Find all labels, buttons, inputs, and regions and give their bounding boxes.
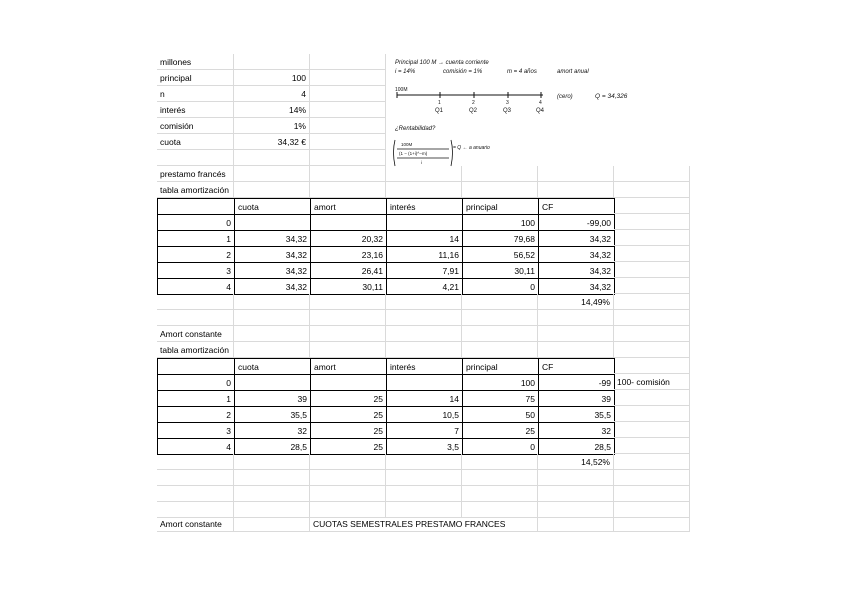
cell-empty[interactable] — [538, 342, 614, 358]
cell-empty[interactable] — [310, 102, 386, 118]
principal-cell[interactable]: 56,52 — [463, 247, 539, 263]
cf-cell[interactable]: -99,00 — [539, 215, 615, 231]
amort-cell[interactable]: 25 — [311, 391, 387, 407]
cell-empty[interactable] — [462, 310, 538, 326]
cell-empty[interactable] — [310, 326, 386, 342]
cuota-cell[interactable]: 34,32 — [235, 231, 311, 247]
interes-cell[interactable]: 7,91 — [387, 263, 463, 279]
cf-cell[interactable]: 39 — [539, 391, 615, 407]
cell-empty[interactable] — [234, 150, 310, 166]
comision-note-cell[interactable]: 100- comisión — [614, 374, 690, 390]
constant-subtitle[interactable]: tabla amortización — [157, 342, 234, 358]
cell-empty[interactable] — [538, 182, 614, 198]
cell-empty[interactable] — [386, 486, 462, 502]
amort-cell[interactable] — [311, 375, 387, 391]
cell-empty[interactable] — [386, 470, 462, 486]
formula-denominator: (1 − (1+i)^−m) — [399, 151, 428, 156]
interes-cell[interactable]: 14 — [387, 391, 463, 407]
cell-empty[interactable] — [614, 454, 690, 470]
note-question: ¿Rentabilidad? — [395, 126, 436, 132]
param-label-cuota[interactable]: cuota — [157, 134, 234, 150]
timeline-q-label: Q4 — [536, 108, 545, 114]
period-cell[interactable]: 2 — [158, 247, 235, 263]
column-header[interactable]: cuota — [235, 199, 311, 215]
note-line1: Principal 100 M → cuenta corriente — [395, 60, 489, 66]
cell-empty[interactable] — [234, 486, 310, 502]
param-value-n[interactable]: 4 — [234, 86, 310, 102]
cell-empty[interactable] — [538, 516, 614, 532]
cuota-cell[interactable]: 28,5 — [235, 439, 311, 455]
period-cell[interactable]: 3 — [158, 423, 235, 439]
amort-cell[interactable]: 25 — [311, 407, 387, 423]
timeline-tick-label: 4 — [539, 100, 542, 106]
cell-empty[interactable] — [462, 486, 538, 502]
timeline-q-label: Q3 — [503, 108, 512, 114]
french-subtitle[interactable]: tabla amortización — [157, 182, 234, 198]
cell-empty[interactable] — [614, 406, 690, 422]
column-header[interactable]: interés — [387, 359, 463, 375]
cell-empty[interactable] — [614, 278, 690, 294]
column-header[interactable]: cuota — [235, 359, 311, 375]
cell-empty[interactable] — [614, 182, 690, 198]
cell-empty[interactable] — [538, 470, 614, 486]
cell-empty[interactable] — [234, 54, 310, 70]
amort-cell[interactable]: 25 — [311, 423, 387, 439]
cell-empty[interactable] — [614, 390, 690, 406]
interes-cell[interactable]: 10,5 — [387, 407, 463, 423]
cell-empty[interactable] — [614, 422, 690, 438]
param-value-interes[interactable]: 14% — [234, 102, 310, 118]
cell-empty[interactable] — [614, 516, 690, 532]
cell-empty[interactable] — [614, 262, 690, 278]
period-cell[interactable]: 0 — [158, 375, 235, 391]
cf-cell[interactable]: 34,32 — [539, 263, 615, 279]
note-amort: amort anual — [557, 69, 589, 75]
cell-empty[interactable] — [234, 516, 310, 532]
param-value-cuota[interactable]: 34,32 € — [234, 134, 310, 150]
french-amortization-table — [157, 198, 615, 295]
cuota-cell[interactable]: 34,32 — [235, 247, 311, 263]
cell-empty[interactable] — [234, 454, 310, 470]
cuota-cell[interactable]: 32 — [235, 423, 311, 439]
french-irr-cell[interactable]: 14,49% — [538, 294, 614, 310]
principal-cell[interactable]: 50 — [463, 407, 539, 423]
period-cell[interactable]: 3 — [158, 263, 235, 279]
cell-empty[interactable] — [234, 470, 310, 486]
cell-empty[interactable] — [310, 470, 386, 486]
cell-empty[interactable] — [234, 342, 310, 358]
principal-cell[interactable]: 30,11 — [463, 263, 539, 279]
amort-cell[interactable]: 20,32 — [311, 231, 387, 247]
param-label-interes[interactable]: interés — [157, 102, 234, 118]
timeline-tick-label: 1 — [438, 100, 441, 106]
param-value-principal[interactable]: 100 — [234, 70, 310, 86]
principal-cell[interactable]: 100 — [463, 215, 539, 231]
interes-cell[interactable]: 4,21 — [387, 279, 463, 295]
cell-empty[interactable] — [157, 470, 234, 486]
column-header[interactable]: amort — [311, 359, 387, 375]
cell-empty[interactable] — [310, 166, 386, 182]
formula-right-paren — [451, 140, 453, 166]
cell-empty[interactable] — [614, 438, 690, 454]
cell-empty[interactable] — [310, 134, 386, 150]
column-header[interactable]: interés — [387, 199, 463, 215]
cell-empty[interactable] — [310, 454, 386, 470]
principal-cell[interactable]: 79,68 — [463, 231, 539, 247]
formula-numerator: 100M — [401, 142, 413, 147]
principal-cell[interactable]: 100 — [463, 375, 539, 391]
cuota-cell[interactable]: 34,32 — [235, 279, 311, 295]
amort-cell[interactable]: 25 — [311, 439, 387, 455]
timeline-tick-label: 3 — [506, 100, 509, 106]
period-cell[interactable]: 1 — [158, 391, 235, 407]
principal-cell[interactable]: 25 — [463, 423, 539, 439]
cell-empty[interactable] — [538, 310, 614, 326]
cuota-cell[interactable]: 39 — [235, 391, 311, 407]
cell-empty[interactable] — [538, 326, 614, 342]
cf-cell[interactable]: 35,5 — [539, 407, 615, 423]
cell-empty[interactable] — [157, 486, 234, 502]
table-corner[interactable] — [158, 359, 235, 375]
interes-cell[interactable] — [387, 375, 463, 391]
interes-cell[interactable] — [387, 215, 463, 231]
formula-result: = Q ← a anuario — [453, 145, 490, 151]
principal-cell[interactable]: 0 — [463, 279, 539, 295]
param-value-comision[interactable]: 1% — [234, 118, 310, 134]
cell-empty[interactable] — [310, 70, 386, 86]
formula-left-paren — [394, 140, 396, 166]
param-label-n[interactable]: n — [157, 86, 234, 102]
cell-empty[interactable] — [462, 326, 538, 342]
cell-empty[interactable] — [462, 342, 538, 358]
cf-cell[interactable]: 34,32 — [539, 247, 615, 263]
cuota-cell[interactable]: 35,5 — [235, 407, 311, 423]
cell-empty[interactable] — [310, 342, 386, 358]
cell-empty[interactable] — [386, 182, 462, 198]
note-years: m = 4 años — [507, 69, 537, 75]
cell-empty[interactable] — [310, 150, 386, 166]
cuota-cell[interactable] — [235, 215, 311, 231]
constant-irr-cell[interactable]: 14,52% — [538, 454, 614, 470]
handwritten-notes-image — [391, 54, 691, 169]
timeline-start-label: 100M — [395, 87, 408, 93]
french-title[interactable]: prestamo francés — [157, 166, 234, 182]
cell-empty[interactable] — [310, 486, 386, 502]
constant-amortization-table — [157, 358, 615, 455]
cell-empty[interactable] — [614, 470, 690, 486]
amort-cell[interactable] — [311, 215, 387, 231]
cell-empty[interactable] — [157, 454, 234, 470]
cell-empty[interactable] — [462, 294, 538, 310]
interes-cell[interactable]: 3,5 — [387, 439, 463, 455]
cf-cell[interactable]: 32 — [539, 423, 615, 439]
cf-cell[interactable]: 34,32 — [539, 279, 615, 295]
cell-empty[interactable] — [614, 214, 690, 230]
cell-empty[interactable] — [614, 486, 690, 502]
interes-cell[interactable]: 14 — [387, 231, 463, 247]
amort-cell[interactable]: 23,16 — [311, 247, 387, 263]
cell-empty[interactable] — [157, 150, 234, 166]
cell-empty[interactable] — [614, 246, 690, 262]
cell-empty[interactable] — [386, 342, 462, 358]
cell-empty[interactable] — [462, 182, 538, 198]
column-header[interactable]: principal — [463, 199, 539, 215]
cell-empty[interactable] — [462, 470, 538, 486]
cell-empty[interactable] — [614, 342, 690, 358]
cell-empty[interactable] — [462, 454, 538, 470]
cell-empty[interactable] — [310, 294, 386, 310]
note-q-value: Q = 34,326 — [595, 93, 628, 100]
column-header[interactable]: CF — [539, 359, 615, 375]
cell-empty[interactable] — [614, 294, 690, 310]
principal-cell[interactable]: 75 — [463, 391, 539, 407]
interes-cell[interactable]: 11,16 — [387, 247, 463, 263]
cell-empty[interactable] — [310, 86, 386, 102]
timeline-q-label: Q1 — [435, 108, 444, 114]
timeline-tick-label: 2 — [472, 100, 475, 106]
period-cell[interactable]: 1 — [158, 231, 235, 247]
period-cell[interactable]: 2 — [158, 407, 235, 423]
cell-empty[interactable] — [614, 358, 690, 374]
constant-title[interactable]: Amort constante — [157, 326, 234, 342]
param-label-comision[interactable]: comisión — [157, 118, 234, 134]
note-commission: comisión = 1% — [443, 69, 483, 75]
amort-cell[interactable]: 30,11 — [311, 279, 387, 295]
cell-empty[interactable] — [310, 182, 386, 198]
cell-empty[interactable] — [614, 310, 690, 326]
cf-cell[interactable]: -99 — [539, 375, 615, 391]
cell-empty[interactable] — [538, 486, 614, 502]
cell-empty[interactable] — [234, 166, 310, 182]
formula-rate: i — [421, 160, 422, 165]
amort-cell[interactable]: 26,41 — [311, 263, 387, 279]
param-label-principal[interactable]: principal — [157, 70, 234, 86]
cell-empty[interactable] — [386, 454, 462, 470]
cell-empty[interactable] — [157, 310, 234, 326]
cell-empty[interactable] — [234, 326, 310, 342]
period-cell[interactable]: 0 — [158, 215, 235, 231]
timeline-q-label: Q2 — [469, 108, 478, 114]
cuota-cell[interactable]: 34,32 — [235, 263, 311, 279]
cell-empty[interactable] — [386, 310, 462, 326]
cell-millones[interactable]: millones — [157, 54, 234, 70]
cell-empty[interactable] — [614, 230, 690, 246]
cell-empty[interactable] — [310, 118, 386, 134]
note-interest: i = 14% — [395, 69, 416, 75]
cuota-cell[interactable] — [235, 375, 311, 391]
column-header[interactable]: amort — [311, 199, 387, 215]
table-corner[interactable] — [158, 199, 235, 215]
interes-cell[interactable]: 7 — [387, 423, 463, 439]
cf-cell[interactable]: 34,32 — [539, 231, 615, 247]
note-cero: (cero) — [557, 94, 573, 100]
cell-empty[interactable] — [234, 182, 310, 198]
cell-empty[interactable] — [310, 310, 386, 326]
footer-label-cell[interactable]: Amort constante — [157, 516, 234, 532]
cf-cell[interactable]: 28,5 — [539, 439, 615, 455]
cell-empty[interactable] — [157, 294, 234, 310]
period-cell[interactable]: 4 — [158, 439, 235, 455]
cell-empty[interactable] — [386, 326, 462, 342]
cell-empty[interactable] — [310, 54, 386, 70]
cell-empty[interactable] — [234, 294, 310, 310]
column-header[interactable]: principal — [463, 359, 539, 375]
cell-empty[interactable] — [234, 310, 310, 326]
cell-empty[interactable] — [386, 294, 462, 310]
cell-empty[interactable] — [614, 326, 690, 342]
column-header[interactable]: CF — [539, 199, 615, 215]
cell-empty[interactable] — [614, 198, 690, 214]
principal-cell[interactable]: 0 — [463, 439, 539, 455]
footer-title-cell[interactable]: CUOTAS SEMESTRALES PRESTAMO FRANCES — [310, 516, 538, 532]
period-cell[interactable]: 4 — [158, 279, 235, 295]
